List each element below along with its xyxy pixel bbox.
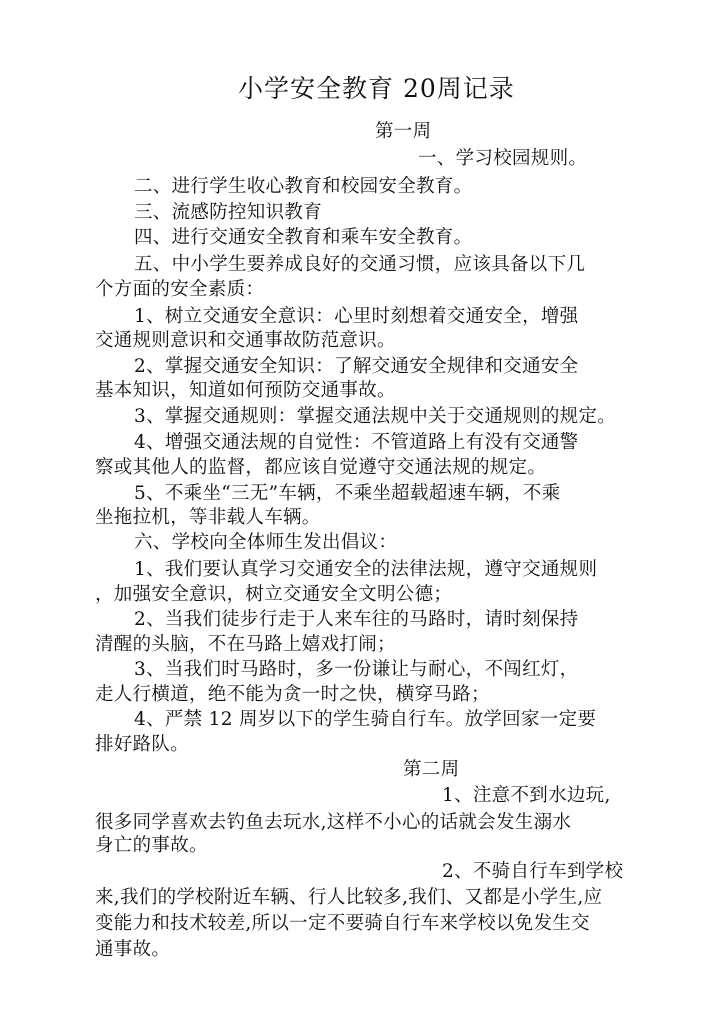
text-line: 很多同学喜欢去钓鱼去玩水,这样不小心的话就会发生溺水 <box>95 812 572 833</box>
text-line: 来,我们的学校附近车辆、行人比较多,我们、又都是小学生,应 <box>95 887 603 908</box>
text-line: 3、当我们时马路时，多一份谦让与耐心，不闯红灯， <box>134 659 579 680</box>
text-line: 五、中小学生要养成良好的交通习惯，应该具备以下几 <box>134 254 586 275</box>
week1-heading: 第一周 <box>375 121 432 142</box>
week2-heading: 第二周 <box>403 759 460 780</box>
text-line: 1、树立交通安全意识：心里时刻想着交通安全，增强 <box>134 306 579 327</box>
text-line: 3、掌握交通规则：掌握交通法规中关于交通规则的规定。 <box>134 406 617 427</box>
text-line: 1、注意不到水边玩, <box>442 785 611 806</box>
text-line: 交通规则意识和交通事故防范意识。 <box>95 330 396 351</box>
text-line: 清醒的头脑，不在马路上嬉戏打闹； <box>95 634 396 655</box>
text-line: 4、严禁 12 周岁以下的学生骑自行车。放学回家一定要 <box>134 709 597 730</box>
text-line: 2、当我们徒步行走于人来车往的马路时，请时刻保持 <box>134 609 579 630</box>
text-line: 四、进行交通安全教育和乘车安全教育。 <box>134 227 473 248</box>
text-line: 2、不骑自行车到学校 <box>442 861 624 882</box>
text-line: 六、学校向全体师生发出倡议： <box>134 532 398 553</box>
text-line: 4、增强交通法规的自觉性：不管道路上有没有交通警 <box>134 432 579 453</box>
text-line: 察或其他人的监督，都应该自觉遵守交通法规的规定。 <box>95 457 547 478</box>
text-line: 走人行横道，绝不能为贪一时之快，横穿马路； <box>95 684 490 705</box>
document-title: 小学安全教育 20周记录 <box>238 74 515 103</box>
text-line: 身亡的事故。 <box>95 835 208 856</box>
text-line: 二、进行学生收心教育和校园安全教育。 <box>134 176 473 197</box>
text-line: 基本知识，知道如何预防交通事故。 <box>95 380 396 401</box>
text-line: 三、流感防控知识教育 <box>134 202 323 223</box>
text-line: 排好路队。 <box>95 734 190 755</box>
text-line: 1、我们要认真学习交通安全的法律法规，遵守交通规则 <box>134 559 598 580</box>
text-line: 2、掌握交通安全知识：了解交通安全规律和交通安全 <box>134 356 579 377</box>
text-line: 5、不乘坐“三无”车辆，不乘坐超载超速车辆，不乘 <box>134 483 561 504</box>
text-line: ，加强安全意识，树立交通安全文明公德； <box>95 584 453 605</box>
text-line: 一、学习校园规则。 <box>418 148 588 169</box>
text-line: 坐拖拉机，等非载人车辆。 <box>95 507 321 528</box>
text-line: 变能力和技术较差,所以一定不要骑自行车来学校以免发生交 <box>95 913 590 934</box>
text-line: 个方面的安全素质： <box>95 279 265 300</box>
text-line: 通事故。 <box>95 939 171 960</box>
